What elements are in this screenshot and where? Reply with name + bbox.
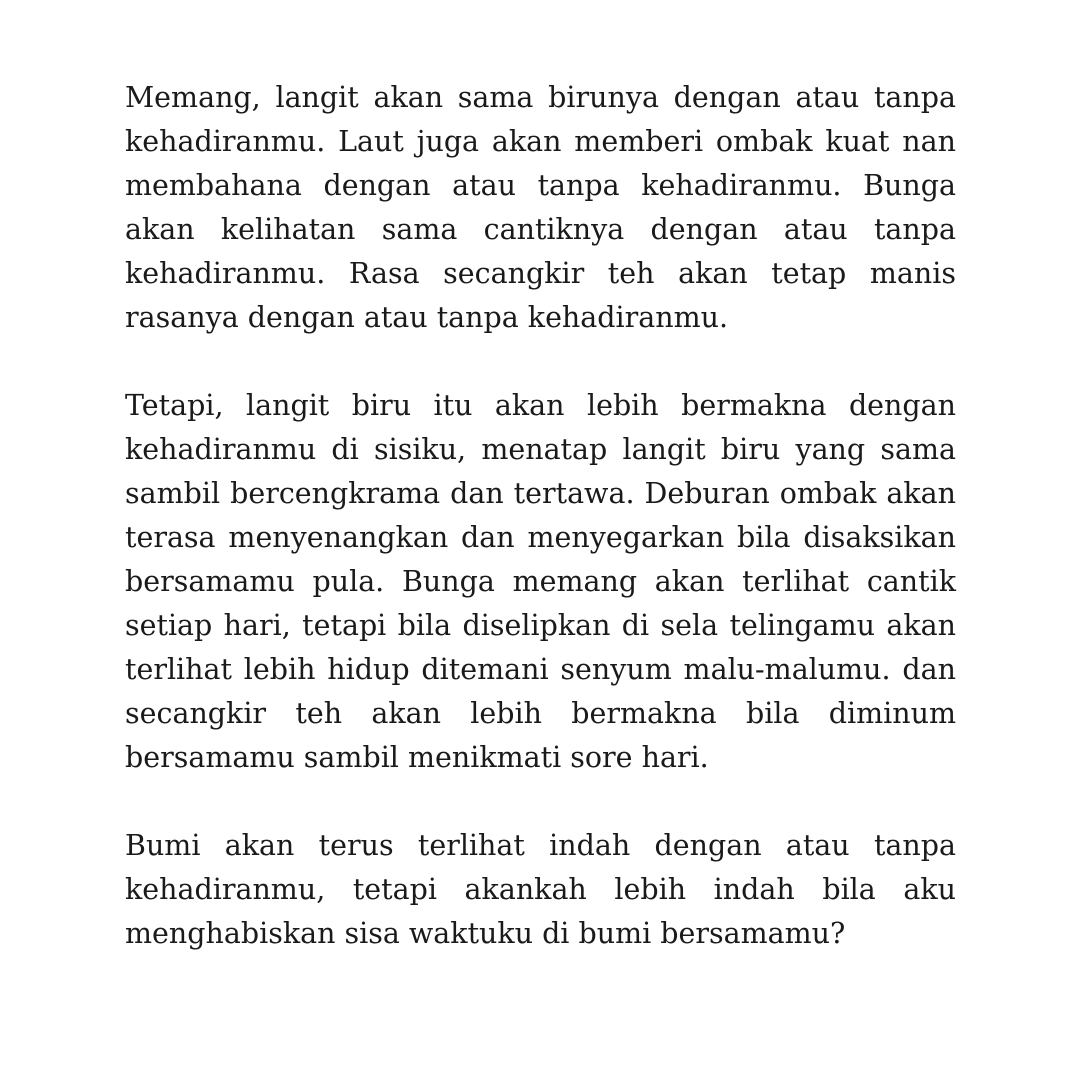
document-body: [125, 76, 956, 956]
paragraph-3: Bumi akan terus terlihat indah dengan atau tanpa kehadiranmu, tetapi akankah lebih indah bila aku menghabiskan sisa waktuku di bumi bersamamu?: [125, 829, 956, 950]
paragraph-2: Tetapi, langit biru itu akan lebih bermakna dengan kehadiranmu di sisiku, menatap langit biru yang sama sambil bercengkrama dan tertawa. Deburan ombak akan terasa menyenangkan dan menyegarkan bila disaksikan bersamamu pula. Bunga memang akan terlihat cantik setiap hari, tetapi bila diselipkan di sela telingamu akan terlihat lebih hidup ditemani senyum malu-malumu. dan secangkir teh akan lebih bermakna bila diminum bersamamu sambil menikmati sore hari.: [125, 389, 956, 774]
paragraph-1: Memang, langit akan sama birunya dengan atau tanpa kehadiranmu. Laut juga akan memberi ombak kuat nan membahana dengan atau tanpa kehadiranmu. Bunga akan kelihatan sama cantiknya dengan atau tanpa kehadiranmu. Rasa secangkir teh akan tetap manis rasanya dengan atau tanpa kehadiranmu.: [125, 81, 956, 334]
